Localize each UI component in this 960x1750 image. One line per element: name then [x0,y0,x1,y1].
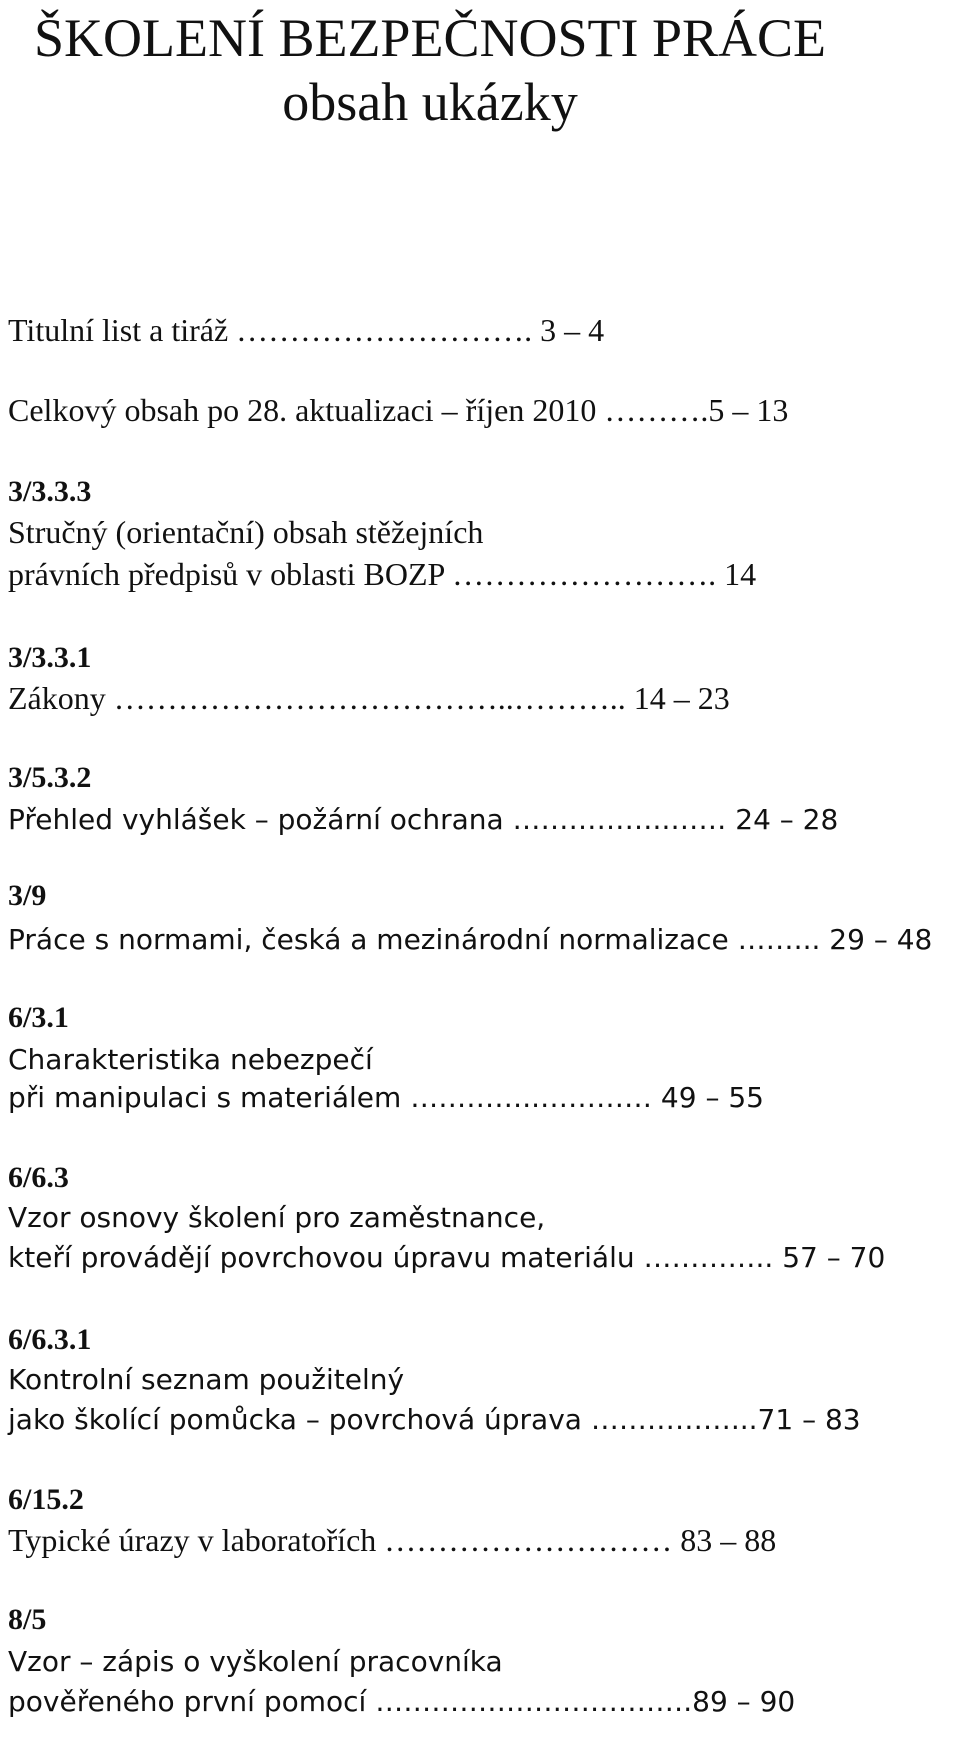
toc-entry-text: Práce s normami, česká a mezinárodní normalizace ……... 29 – 48 [8,923,933,956]
toc-entry-text: pověřeného první pomocí …………………………….89 – 90 [8,1685,796,1718]
toc-entry-text: při manipulaci s materiálem …………..………… 49 – 55 [8,1081,764,1114]
toc-entry-code: 6/15.2 [8,1483,84,1516]
toc-entry-code: 3/5.3.2 [8,761,92,794]
document-title: ŠKOLENÍ BEZPEČNOSTI PRÁCE [33,8,827,68]
toc-entry-code: 6/6.3.1 [8,1323,92,1356]
toc-entry-text: Typické úrazy v laboratořích ……………………… 83 – 88 [8,1522,777,1558]
toc-entry-text: Kontrolní seznam použitelný [8,1363,405,1396]
toc-entry-code: 3/3.3.1 [8,641,92,674]
toc-entry-text: Přehled vyhlášek – požární ochrana ……………..…… 24 – 28 [8,803,839,836]
toc-entry-text: Zákony ………………………………..……….. 14 – 23 [8,680,730,716]
toc-entry-code: 8/5 [8,1603,47,1636]
toc-entry-code: 6/6.3 [8,1161,69,1194]
toc-entry-text: Charakteristika nebezpečí [8,1043,373,1076]
toc-entry-text: Stručný (orientační) obsah stěžejních [8,514,484,550]
toc-entry-text: právních předpisů v oblasti BOZP ……………………. 14 [8,556,757,592]
toc-entry-text: Vzor osnovy školení pro zaměstnance, [8,1201,546,1234]
document-subtitle: obsah ukázky [282,72,578,132]
toc-entry-contents: Celkový obsah po 28. aktualizaci – říjen 2010 ……….5 – 13 [8,392,789,428]
toc-entry-code: 3/3.3.3 [8,475,92,508]
toc-entry-text: kteří provádějí povrchovou úpravu materiálu ………….. 57 – 70 [8,1241,886,1274]
toc-entry-title-page: Titulní list a tiráž ………………………. 3 – 4 [8,312,605,348]
toc-entry-text: Vzor – zápis o vyškolení pracovníka [8,1645,503,1678]
toc-entry-text: jako školící pomůcka – povrchová úprava ……………...71 – 83 [8,1403,861,1436]
toc-entry-code: 3/9 [8,879,47,912]
toc-entry-code: 6/3.1 [8,1001,69,1034]
